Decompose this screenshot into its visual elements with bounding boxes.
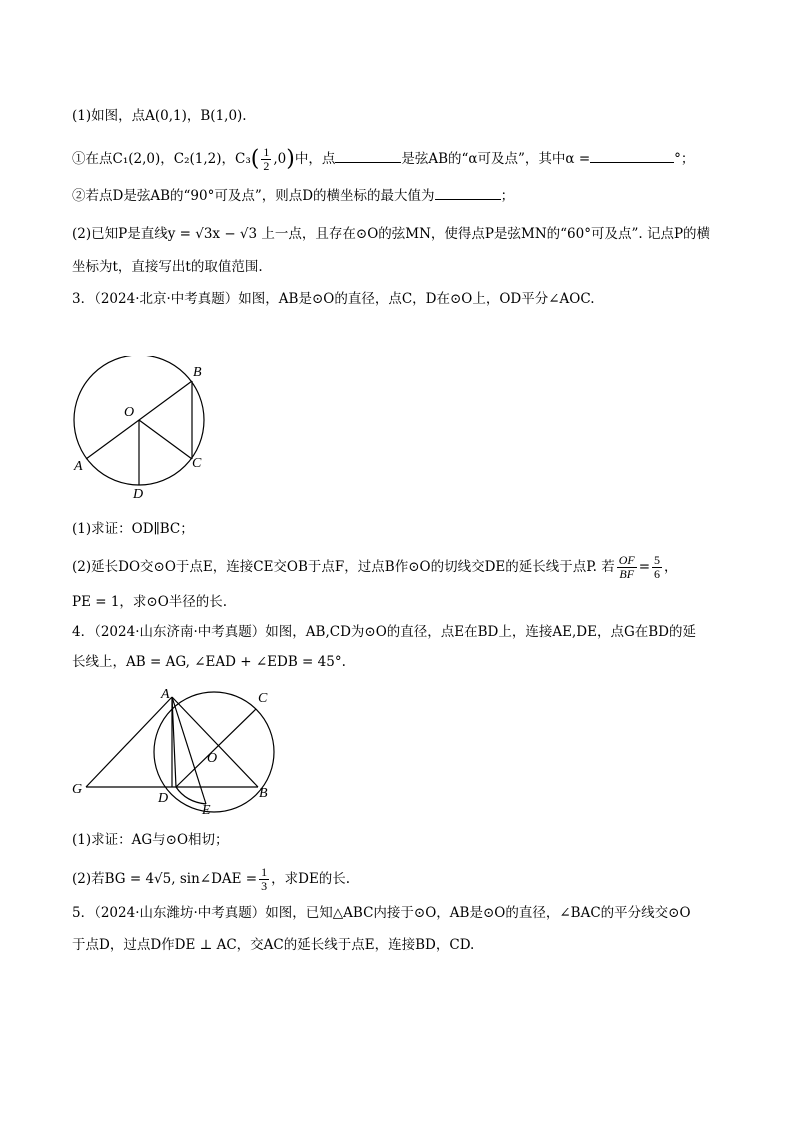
p1-line-4: (2)已知P是直线y = √3x − √3 上一点，且存在⊙O的弦MN，使得点P是弦MN的“60°可及点”. 记点P的横 [72, 226, 711, 242]
p1-line-5: 坐标为t，直接写出t的取值范围. [72, 259, 263, 275]
fraction-half: $\frac{1}{2}$ [263, 145, 270, 173]
p1-l2-points: ₁(2,0)，C₂(1,2)，C₃ [122, 151, 251, 167]
q3-header: 3．（2024·北京·中考真题）如图，AB是⊙O的直径，点C，D在⊙O上，OD平分∠AOC. [72, 291, 595, 307]
p1-l3-text: ②若点D是弦AB的“90°可及点”，则点D的横坐标的最大值为 [72, 188, 435, 204]
q3-label-d: D [133, 487, 144, 502]
fraction-5-6: $\frac{5}{6}$ [654, 553, 661, 581]
q4-label-d: D [158, 791, 169, 806]
q3-sub1: (1)求证：OD∥BC； [72, 521, 194, 537]
equals-sign: = [638, 559, 651, 575]
q4-figure [66, 680, 286, 815]
q3-sub2 [72, 554, 732, 581]
q3-label-a: A [74, 459, 83, 474]
paren-close: ) [286, 146, 295, 172]
p1-l2-mid: 中，点 [294, 151, 336, 167]
p1-l2-zero: ,0 [273, 151, 287, 167]
q4-label-c: C [258, 691, 268, 706]
q4-sub1: (1)求证：AG与⊙O相切； [72, 832, 229, 848]
paren-open: ( [250, 146, 260, 172]
q4-header-2: 长线上，AB = AG, ∠EAD + ∠EDB = 45°. [72, 654, 346, 670]
q5-header-1: 5．（2024·山东潍坊·中考真题）如图，已知△ABC内接于⊙O，AB是⊙O的直径，∠BAC的平分线交⊙O [72, 905, 691, 921]
q4-label-b: B [259, 786, 268, 801]
q3-figure [66, 356, 216, 506]
q4-ab [172, 697, 258, 787]
q3-sub2-text: (2)延长DO交⊙O于点E，连接CE交OB于点F，过点B作⊙O的切线交DE的延长线于点P. 若 [72, 559, 615, 575]
q3-oc [139, 420, 192, 459]
p1-l2-end: °； [674, 151, 695, 167]
p1-l3-end: ； [500, 188, 515, 204]
q3-label-c: C [192, 456, 202, 471]
fraction-of-bf: $\frac{OF}{BF}$ [618, 553, 635, 581]
answer-blank-1[interactable] [335, 148, 401, 163]
fraction-one-third: $\frac{1}{3}$ [261, 865, 268, 893]
q4-label-a: A [161, 687, 170, 702]
p1-l2-alpha: 是弦AB的“α可及点”，其中α = [401, 151, 591, 167]
q5-header-2: 于点D，过点D作DE ⊥ AC，交AC的延长线于点E，连接BD，CD. [72, 937, 475, 953]
q4-header-1: 4．（2024·山东济南·中考真题）如图，AB,CD为⊙O的直径，点E在BD上，连接AE,DE，点G在BD的延 [72, 624, 696, 640]
q4-label-e: E [202, 803, 211, 815]
q4-ag [86, 697, 172, 787]
q4-ad [172, 697, 176, 787]
p1-l2-start: ①在点C [72, 151, 123, 167]
p1-line-3 [72, 185, 732, 206]
q3-label-b: B [193, 365, 202, 380]
q4-sub2-text: (2)若BG = 4√5, sin∠DAE = [72, 871, 258, 887]
p1-line-1: (1)如图，点A(0,1)，B(1,0). [72, 108, 247, 124]
q4-label-g: G [72, 782, 83, 797]
answer-blank-3[interactable] [435, 185, 501, 200]
q4-sub2-end: ，求DE的长. [271, 871, 351, 887]
answer-blank-2[interactable] [590, 148, 674, 163]
q4-sub2 [72, 866, 732, 893]
q3-label-o: O [124, 405, 135, 420]
q4-label-o: O [207, 751, 218, 766]
p1-line-2 [72, 146, 732, 173]
q3-sub3: PE = 1，求⊙O半径的长. [72, 594, 228, 610]
q3-sub2-comma: ， [664, 559, 678, 575]
